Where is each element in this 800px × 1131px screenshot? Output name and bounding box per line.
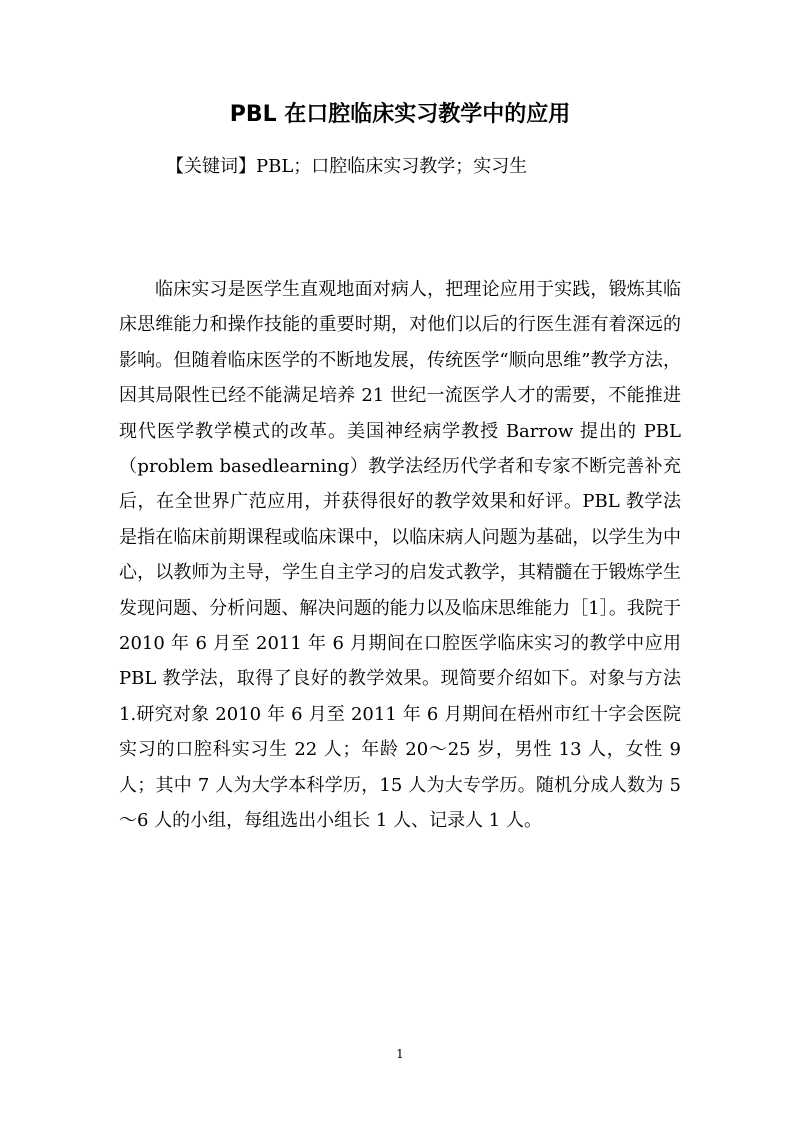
page-number: 1 (396, 1047, 404, 1061)
document-title: PBL 在口腔临床实习教学中的应用 (229, 102, 571, 127)
body-paragraph: 临床实习是医学生直观地面对病人，把理论应用于实践，锻炼其临床思维能力和操作技能的重要时期，对他们以后的行医生涯有着深远的影响。但随着临床医学的不断地发展，传统医学“顺向思维”教学方法，因其局限性已经不能满足培养 21 世纪一流医学人才的需要，不能推进现代医学教学模式的改革。美国神经病学教授 Barrow 提出的 PBL（problem basedlearning）教学法经历代学者和专家不断完善补充后，在全世界广范应用，并获得很好的教学效果和好评。PBL 教学法是指在临床前期课程或临床课中，以临床病人问题为基础，以学生为中心，以教师为主导，学生自主学习的启发式教学，其精髓在于锻炼学生发现问题、分析问题、解决问题的能力以及临床思维能力［1］。我院于 2010 年 6 月至 2011 年 6 月期间在口腔医学临床实习的教学中应用 PBL 教学法，取得了良好的教学效果。现简要介绍如下。对象与方法 1.研究对象 2010 年 6 月至 2011 年 6 月期间在梧州市红十字会医院实习的口腔科实习生 22 人；年龄 20～25 岁，男性 13 人，女性 9 人；其中 7 人为大学本科学历，15 人为大专学历。随机分成人数为 5～6 人的小组，每组选出小组长 1 人、记录人 1 人。 (119, 279, 681, 832)
keywords-line: 【关键词】PBL；口腔临床实习教学；实习生 (166, 156, 528, 177)
